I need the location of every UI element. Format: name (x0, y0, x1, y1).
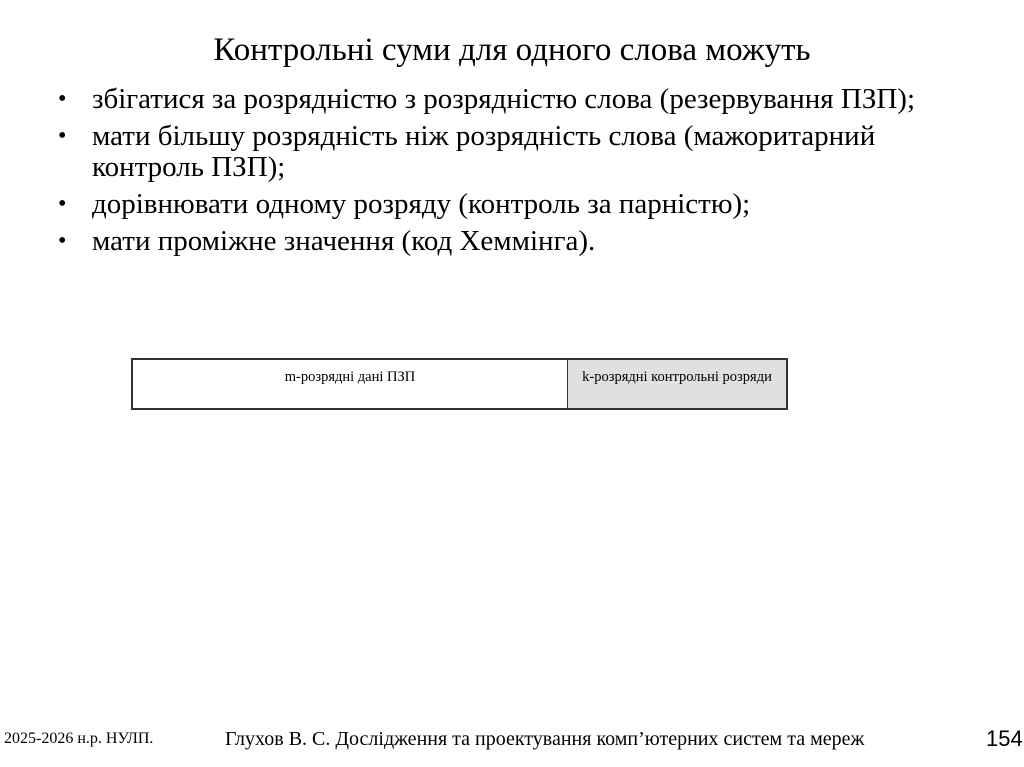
bullet-list (58, 84, 978, 263)
footer-author-course: Глухов В. С. Дослідження та проектування комп’ютерних систем та мереж (225, 728, 865, 750)
bullet-text: збігатися за розрядністю з розрядністю слова (резервування ПЗП); (92, 83, 916, 115)
bullet-icon: • (58, 86, 67, 112)
check-bits-cell: k-розрядні контрольні розряди (568, 360, 786, 408)
word-format-diagram (131, 358, 788, 410)
bullet-text: дорівнювати одному розряду (контроль за парністю); (92, 188, 751, 220)
bullet-item (58, 189, 978, 220)
slide-title: Контрольні суми для одного слова можуть (213, 32, 811, 68)
data-bits-cell: m-розрядні дані ПЗП (133, 360, 568, 408)
bullet-item (58, 121, 978, 183)
footer-year: 2025-2026 н.р. НУЛП. (4, 730, 154, 747)
page-number: 154 (986, 726, 1023, 751)
bullet-icon: • (58, 228, 67, 254)
bullet-text: мати проміжне значення (код Хеммінга). (92, 225, 596, 257)
bullet-item (58, 226, 978, 257)
bullet-item (58, 84, 978, 115)
bullet-icon: • (58, 123, 67, 149)
bullet-icon: • (58, 191, 67, 217)
bullet-text: мати більшу розрядність ніж розрядність слова (мажоритарний контроль ПЗП); (92, 120, 876, 183)
